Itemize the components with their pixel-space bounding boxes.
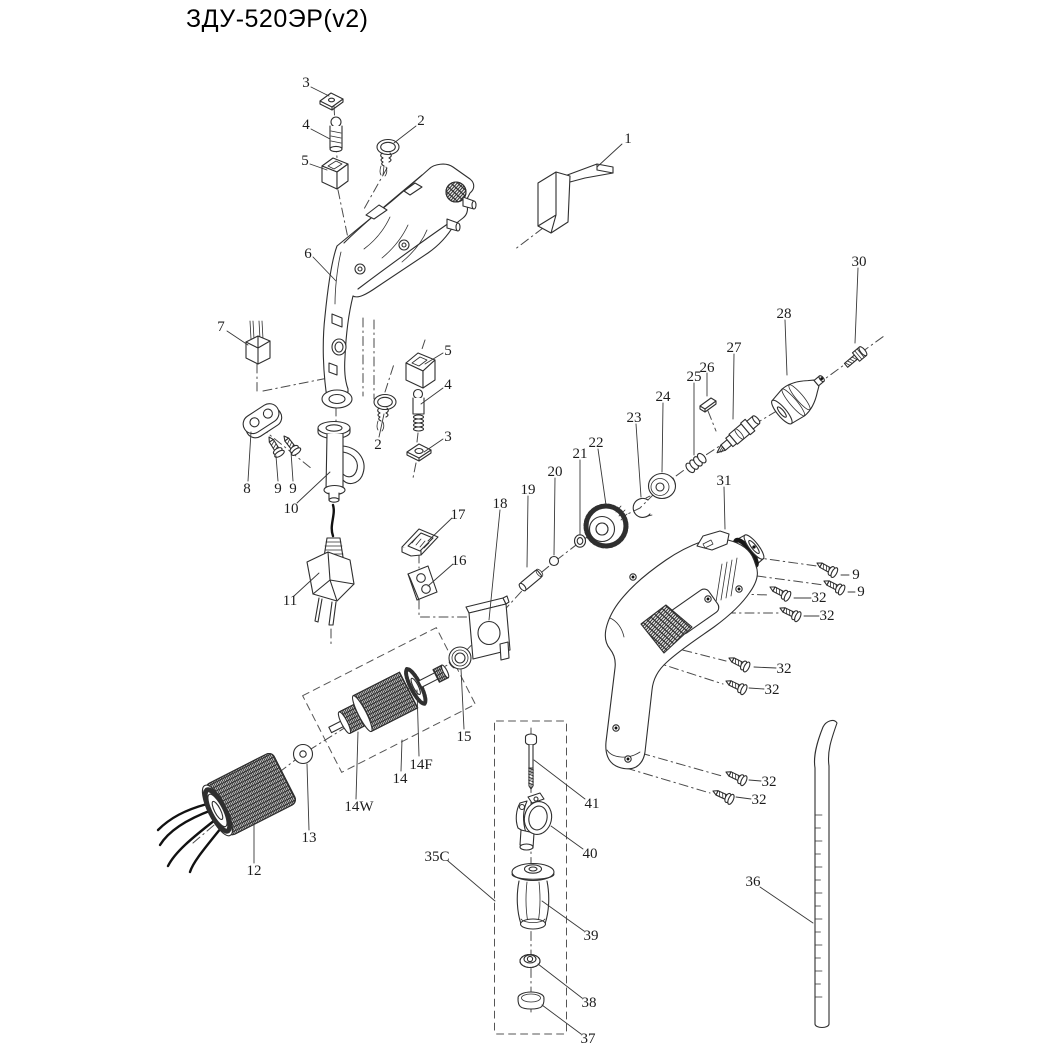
part-chuck-screw-30 <box>843 346 869 370</box>
callout-label-11-15: 11 <box>282 593 298 609</box>
callout-label-25-31: 25 <box>686 369 702 385</box>
part-suppressor <box>246 321 270 364</box>
callout-leader-37-51 <box>542 1005 581 1034</box>
callout-label-31-36: 31 <box>716 473 732 489</box>
callout-label-16-22: 16 <box>451 553 467 569</box>
part-cord-clamp <box>240 400 286 441</box>
part-plate-16 <box>408 566 437 600</box>
callout-leader-38-50 <box>538 964 582 998</box>
part-handle-bolt-41 <box>526 734 537 789</box>
callout-label-32-44: 32 <box>751 792 767 808</box>
callout-label-32-43: 32 <box>761 774 777 790</box>
part-handle-clamp-40 <box>516 793 554 850</box>
part-ball-20 <box>550 557 559 566</box>
part-brush-cap-bottom <box>407 444 431 461</box>
part-switch-trigger <box>538 164 613 233</box>
part-ring-21 <box>575 535 586 547</box>
callout-label-28-34: 28 <box>776 306 792 322</box>
callout-leader-39-49 <box>542 901 584 931</box>
callout-label-40-48: 40 <box>582 846 598 862</box>
part-bearing-15 <box>449 647 471 669</box>
callout-leader-8-11 <box>248 432 251 481</box>
callout-label-6-5: 6 <box>304 246 312 262</box>
part-depth-rod <box>814 720 837 1027</box>
callout-leader-35C-45 <box>448 861 495 901</box>
part-power-plug <box>307 505 354 625</box>
callout-label-22-28: 22 <box>588 435 604 451</box>
part-bearing-retainer-18 <box>466 596 510 660</box>
callout-label-19-25: 19 <box>520 482 536 498</box>
callout-label-21-27: 21 <box>572 446 588 462</box>
callout-label-8-11: 8 <box>243 481 251 497</box>
callout-leader-28-34 <box>785 320 787 375</box>
callout-label-30-35: 30 <box>851 254 867 270</box>
callout-leader-36-46 <box>760 887 813 923</box>
callout-leader-20-26 <box>554 478 555 555</box>
callout-label-9-12: 9 <box>274 481 282 497</box>
part-housing-right <box>605 531 766 769</box>
callout-label-9-13: 9 <box>289 481 297 497</box>
callout-label-5-4: 5 <box>301 153 309 169</box>
callout-label-32-41: 32 <box>776 661 792 677</box>
callout-label-9-38: 9 <box>857 584 865 600</box>
part-stator <box>158 751 297 872</box>
callout-label-1-0: 1 <box>624 131 632 147</box>
callout-label-3-8: 3 <box>444 429 452 445</box>
callout-leader-32-41 <box>754 667 776 668</box>
callout-label-14-19: 14 <box>392 771 408 787</box>
callout-label-32-39: 32 <box>811 590 827 606</box>
callout-leader-27-33 <box>733 354 734 419</box>
part-armature-assembly <box>303 628 476 773</box>
callout-leader-7-6 <box>227 331 248 345</box>
part-screw-32-b <box>778 603 803 622</box>
callout-leader-4-9 <box>421 388 443 404</box>
callout-leader-3-2 <box>311 87 329 96</box>
callout-label-35C-45: 35C <box>424 849 450 865</box>
callout-leader-4-3 <box>311 129 330 139</box>
callout-label-38-50: 38 <box>581 995 597 1011</box>
callout-leader-9-13 <box>291 452 293 481</box>
callout-leader-23-29 <box>636 424 641 497</box>
callout-label-15-21: 15 <box>456 729 472 745</box>
part-brush-holder-bottom <box>406 353 435 388</box>
callout-label-32-42: 32 <box>764 682 780 698</box>
part-carbon-brush-top <box>330 117 342 152</box>
part-brush-spring-bottom <box>374 395 396 432</box>
callout-leader-30-35 <box>855 268 858 343</box>
callout-label-5-10: 5 <box>444 343 452 359</box>
callout-label-39-49: 39 <box>583 928 599 944</box>
callout-label-13-17: 13 <box>301 830 317 846</box>
part-pin-19 <box>518 568 544 592</box>
callout-leader-41-47 <box>534 760 585 799</box>
callout-label-2-1: 2 <box>417 113 425 129</box>
part-washer-13 <box>294 745 313 764</box>
callout-label-18-24: 18 <box>492 496 508 512</box>
part-brush-holder-top <box>322 158 348 189</box>
callout-leader-14W-18 <box>356 732 358 799</box>
callout-label-4-9: 4 <box>444 377 452 393</box>
callout-leader-16-22 <box>428 564 453 586</box>
callout-leader-2-1 <box>394 126 416 143</box>
callout-leader-32-42 <box>749 688 764 689</box>
part-washer-24 <box>649 474 676 499</box>
callout-label-7-6: 7 <box>217 319 225 335</box>
part-brush-cap-top <box>320 93 343 110</box>
part-cord-guard <box>318 422 364 503</box>
callout-label-14W-18: 14W <box>344 799 374 815</box>
callout-leader-32-44 <box>736 797 751 799</box>
part-chuck <box>767 364 834 428</box>
callout-label-17-23: 17 <box>450 507 466 523</box>
part-carbon-brush-bottom <box>413 390 424 432</box>
callout-leader-22-28 <box>598 449 606 505</box>
callout-leader-32-43 <box>749 780 761 781</box>
part-key-26 <box>700 398 716 412</box>
callout-leader-19-25 <box>527 496 528 567</box>
callout-leader-17-23 <box>428 518 452 541</box>
callout-label-9-37: 9 <box>852 567 860 583</box>
callout-label-3-2: 3 <box>302 75 310 91</box>
callout-label-14F-20: 14F <box>409 757 433 773</box>
part-screw-9-left-a <box>264 434 285 459</box>
callout-label-37-51: 37 <box>580 1031 596 1047</box>
part-switch-slide-17 <box>402 529 438 556</box>
part-screw-32-f <box>711 786 736 805</box>
part-handle-cap-37 <box>518 992 544 1009</box>
callout-label-41-47: 41 <box>584 796 600 812</box>
part-screw-9-right-a <box>814 558 839 578</box>
callout-label-36-46: 36 <box>745 874 761 890</box>
callout-label-10-14: 10 <box>283 501 299 517</box>
callout-leader-1-0 <box>597 144 622 167</box>
callout-label-2-7: 2 <box>374 437 382 453</box>
part-screw-32-c <box>727 653 752 673</box>
callout-label-4-3: 4 <box>302 117 310 133</box>
part-handle-nut-38 <box>520 955 540 968</box>
callout-label-32-40: 32 <box>819 608 835 624</box>
callout-leader-3-8 <box>424 439 443 452</box>
part-brush-spring-top <box>377 140 399 177</box>
part-spring-25 <box>684 452 707 474</box>
callout-label-20-26: 20 <box>547 464 563 480</box>
callout-leader-31-36 <box>724 487 725 529</box>
part-gear-22 <box>586 506 627 546</box>
part-screw-32-a <box>767 582 792 602</box>
part-motor-housing-left <box>322 164 476 408</box>
callout-label-24-30: 24 <box>655 389 671 405</box>
callout-leader-13-17 <box>307 764 309 830</box>
callout-label-23-29: 23 <box>626 410 642 426</box>
callout-label-12-16: 12 <box>246 863 262 879</box>
diagram-title: ЗДУ-520ЭР(v2) <box>186 5 369 33</box>
part-screw-32-d <box>724 676 749 695</box>
callout-leader-24-30 <box>662 403 663 472</box>
callout-leader-14-19 <box>401 740 402 771</box>
callout-label-26-32: 26 <box>699 360 715 376</box>
part-spindle-27 <box>712 413 762 459</box>
callout-leader-9-12 <box>276 456 278 481</box>
callout-label-27-33: 27 <box>726 340 742 356</box>
part-screw-32-e <box>724 767 749 786</box>
part-handle-grip-39 <box>512 864 554 930</box>
